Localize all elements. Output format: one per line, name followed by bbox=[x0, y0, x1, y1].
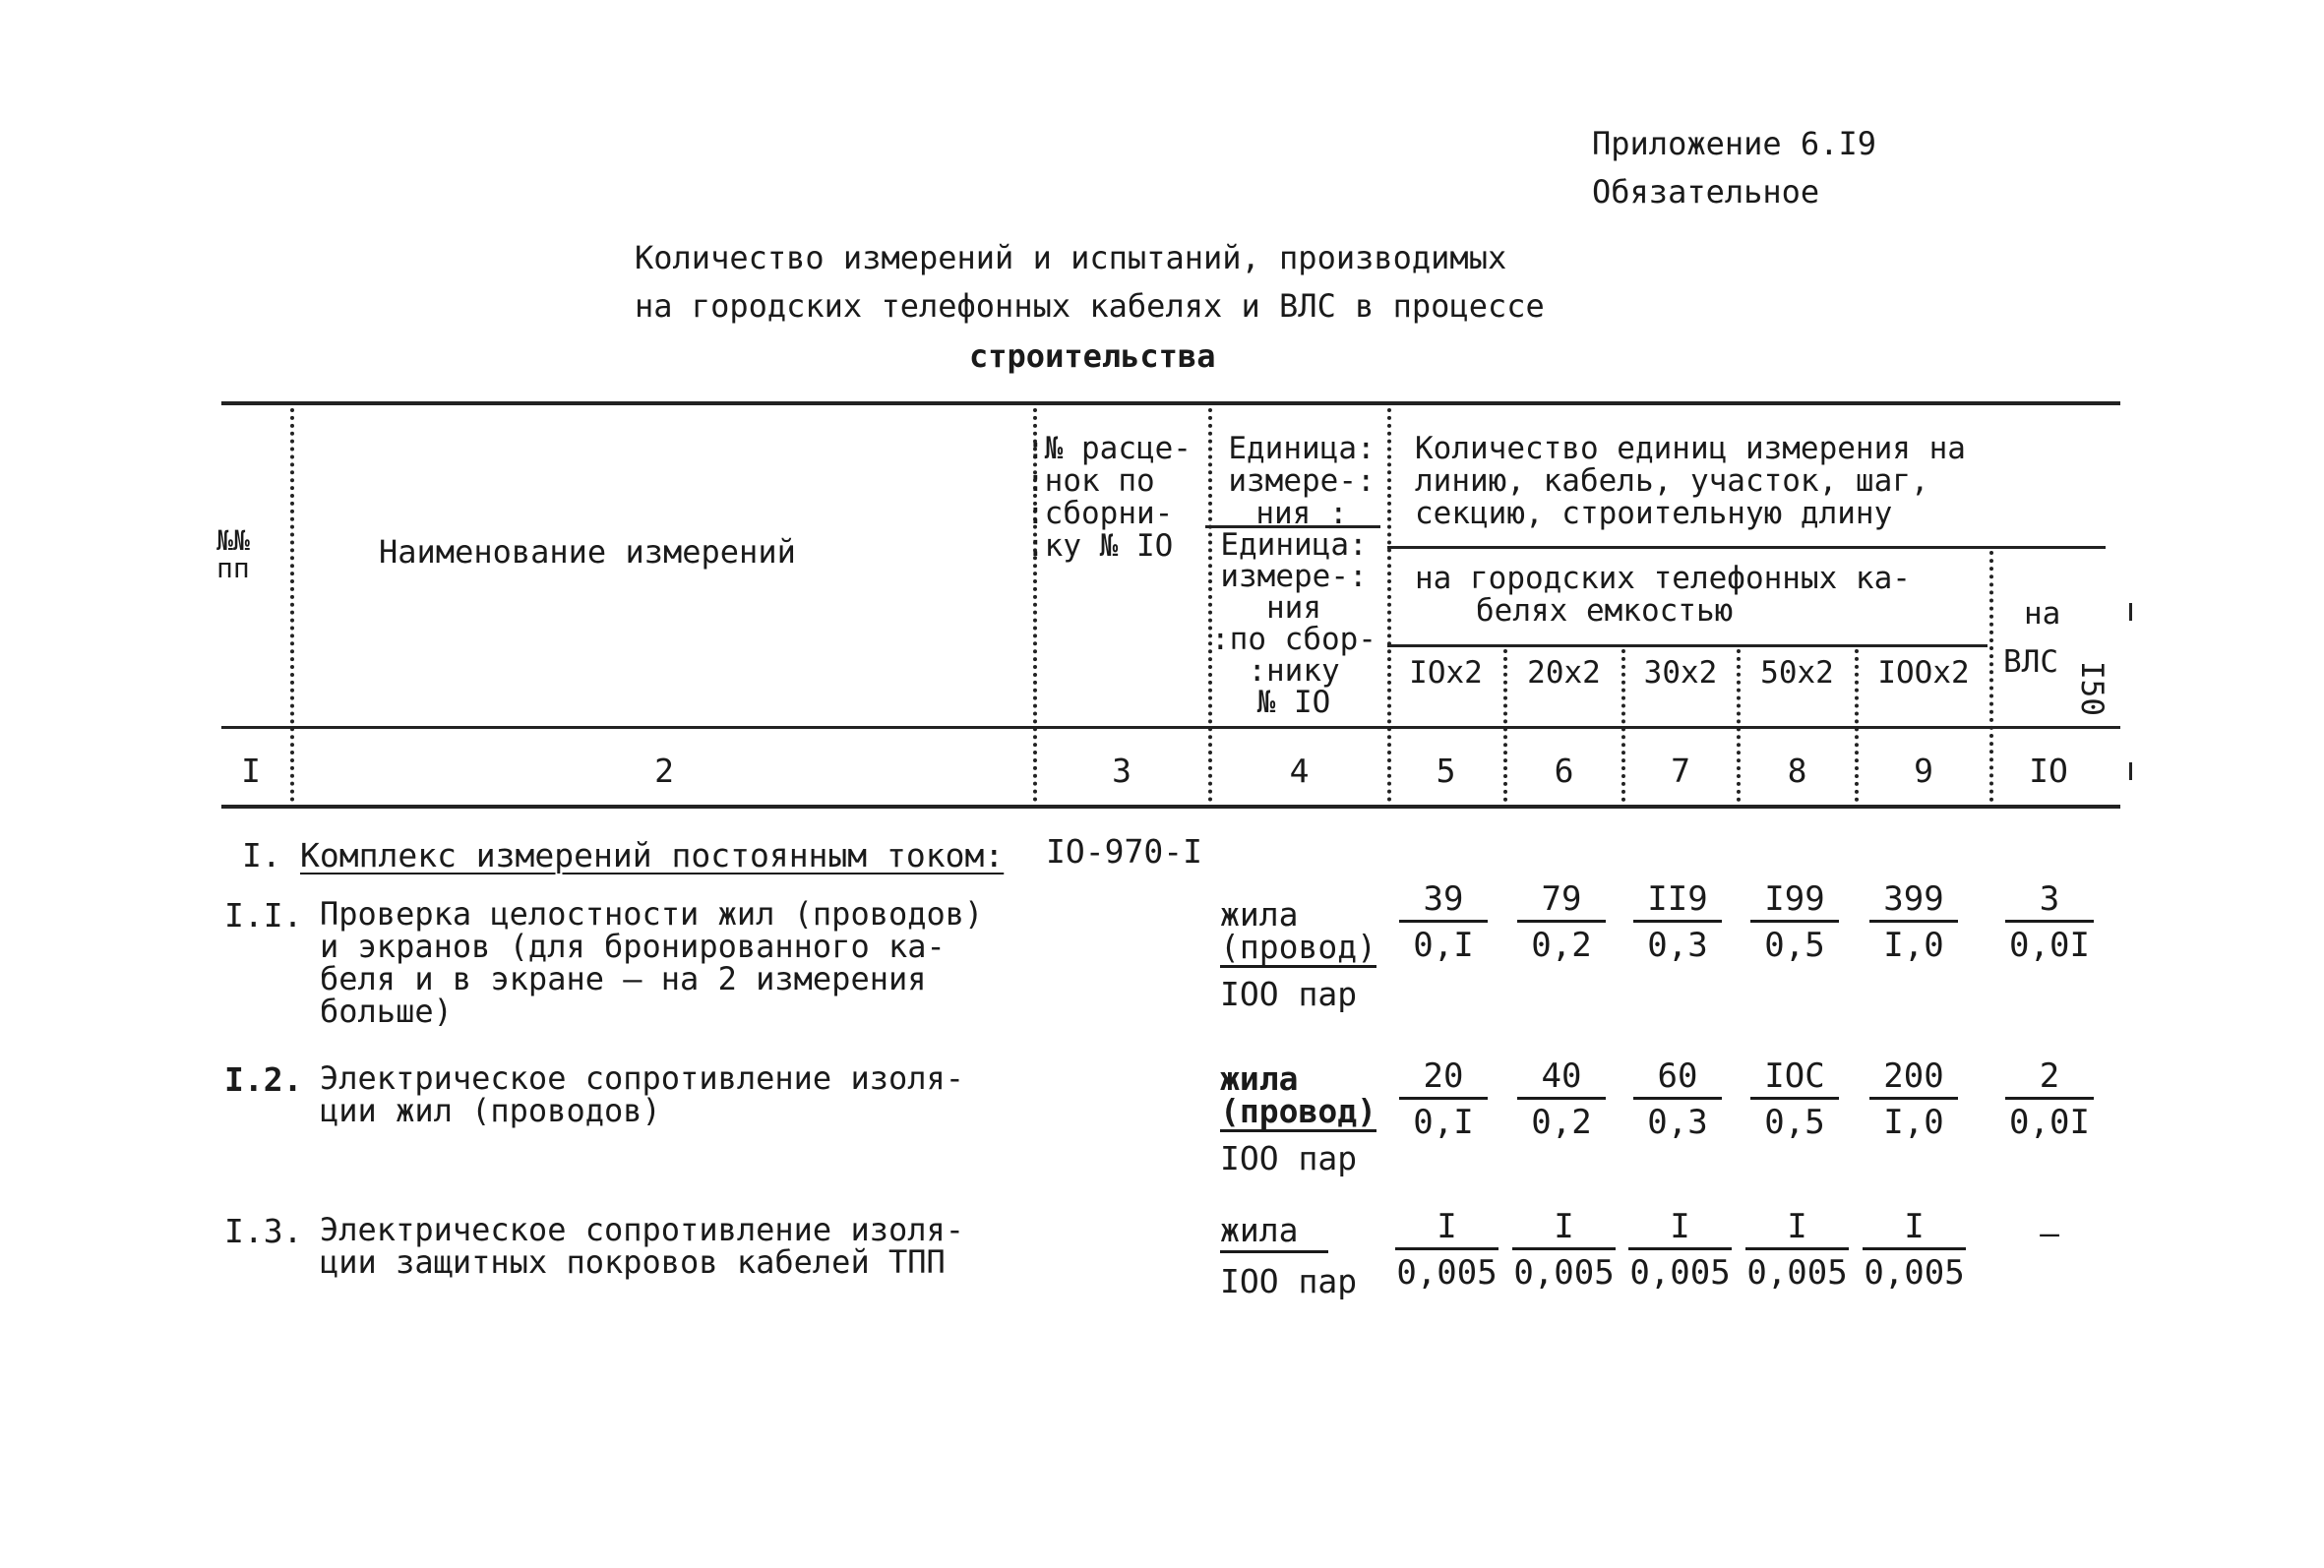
header-bottom-rule bbox=[221, 726, 2120, 729]
col-divider-4 bbox=[1387, 408, 1391, 802]
capacity-group-rule bbox=[1387, 546, 2106, 549]
row-3-value-50x2: $\frac{I}{0,005}$ bbox=[1746, 1207, 1848, 1293]
col-divider-1 bbox=[290, 408, 294, 802]
col-number-7: 7 bbox=[1671, 752, 1690, 790]
section-number: I. bbox=[242, 836, 281, 874]
title-line-2: на городских телефонных кабелях и ВЛС в процессе bbox=[635, 287, 1545, 325]
col-number-5: 5 bbox=[1436, 752, 1456, 790]
row-1-value-30x2: $\frac{II9}{0,3}$ bbox=[1633, 880, 1722, 964]
row-2-value-20x2: $\frac{40}{0,2}$ bbox=[1517, 1057, 1606, 1141]
row-2-unit: жила (провод) IOO пар bbox=[1220, 1059, 1376, 1177]
row-3-value-100x2: $\frac{I}{0,005}$ bbox=[1864, 1207, 1965, 1293]
table-top-rule bbox=[221, 401, 2120, 405]
col-number-4: 4 bbox=[1289, 752, 1310, 790]
col-number-2: 2 bbox=[654, 752, 674, 790]
title-line-3: строительства bbox=[969, 337, 1216, 375]
page-number: I50 bbox=[2074, 661, 2110, 716]
title-line-1: Количество измерений и испытаний, производимых bbox=[635, 239, 1507, 276]
capacity-50x2: 50x2 bbox=[1760, 655, 1834, 691]
capacity-30x2: 30x2 bbox=[1643, 655, 1718, 691]
row-3-number: I.3. bbox=[224, 1212, 303, 1250]
header-number-col: №№ пп bbox=[216, 524, 250, 584]
row-2-value-100x2: $\frac{200}{I,0}$ bbox=[1869, 1057, 1958, 1141]
appendix-label: Приложение 6.I9 bbox=[1592, 125, 1876, 162]
header-unit-top: Единица: измере-: ния : bbox=[1228, 431, 1376, 531]
appendix-status: Обязательное bbox=[1592, 173, 1820, 211]
header-rate-col: :№ расце- :нок по :сборни- :ку № IO bbox=[1026, 431, 1192, 564]
row-1-value-20x2: $\frac{79}{0,2}$ bbox=[1517, 880, 1606, 964]
row-2-value-50x2: IOC 0,5 bbox=[1750, 1057, 1839, 1141]
header-unit-bottom: Единица: измере-: ния :по сбор- :нику № IO bbox=[1211, 527, 1376, 720]
col-number-10: IO bbox=[2029, 752, 2068, 790]
row-3-value-10x2: $\frac{I}{0,005}$ bbox=[1396, 1207, 1498, 1293]
margin-tick-2 bbox=[2129, 762, 2132, 780]
row-1-value-10x2: $\frac{39}{0,I}$ bbox=[1399, 880, 1488, 964]
section-title: Комплекс измерений постоянным током: bbox=[300, 836, 1005, 874]
row-2-value-vls: $\frac{2}{0,0I}$ bbox=[2005, 1057, 2094, 1141]
col-number-3: 3 bbox=[1112, 752, 1131, 790]
row-1-unit: жила (провод) IOO пар bbox=[1220, 895, 1376, 1013]
row-2-name: Электрическое сопротивление изоля- ции жил (проводов) bbox=[320, 1059, 965, 1129]
row-1-number: I.I. bbox=[224, 896, 303, 935]
row-3-value-20x2: $\frac{I}{0,005}$ bbox=[1513, 1207, 1615, 1293]
header-quantity-group: Количество единиц измерения на линию, кабель, участок, шаг, секцию, строительную длину bbox=[1415, 431, 1966, 531]
capacity-10x2: IOx2 bbox=[1409, 655, 1483, 691]
col-numbers-bottom-rule bbox=[221, 805, 2120, 809]
col-number-1: I bbox=[241, 752, 261, 790]
row-3-name: Электрическое сопротивление изоля- ции защитных покровов кабелей ТПП bbox=[320, 1211, 965, 1281]
row-1-value-vls: $\frac{3}{0,0I}$ bbox=[2005, 880, 2094, 964]
row-1-name: Проверка целостности жил (проводов) и экранов (для бронированного ка- беля и в экране – на 2 измерения больше) bbox=[320, 895, 984, 1030]
row-3-unit: жила IOO пар bbox=[1220, 1211, 1358, 1300]
col-number-9: 9 bbox=[1914, 752, 1933, 790]
header-city-cables: на городских телефонных ка- белях емкостью bbox=[1415, 561, 1911, 629]
header-vls: ВЛС bbox=[2003, 644, 2058, 680]
col-number-8: 8 bbox=[1787, 752, 1807, 790]
header-vls-na: на bbox=[2024, 596, 2061, 632]
row-1-value-50x2: $\frac{I99}{0,5}$ bbox=[1750, 880, 1839, 964]
margin-tick-1 bbox=[2129, 603, 2132, 621]
capacity-100x2: IOOx2 bbox=[1877, 655, 1970, 691]
row-3-value-vls: — bbox=[2040, 1214, 2059, 1252]
row-2-number: I.2. bbox=[224, 1060, 303, 1099]
col-number-6: 6 bbox=[1554, 752, 1574, 790]
row-3-value-30x2: $\frac{I}{0,005}$ bbox=[1629, 1207, 1731, 1293]
capacity-cols-rule bbox=[1387, 644, 1988, 647]
row-2-value-10x2: $\frac{20}{0,I}$ bbox=[1399, 1057, 1488, 1141]
capacity-20x2: 20x2 bbox=[1527, 655, 1601, 691]
row-1-value-100x2: $\frac{399}{I,0}$ bbox=[1869, 880, 1958, 964]
header-name-col: Наименование измерений bbox=[379, 533, 796, 571]
row-2-value-30x2: $\frac{60}{0,3}$ bbox=[1633, 1057, 1722, 1141]
section-rate-code: IO-970-I bbox=[1046, 832, 1202, 871]
